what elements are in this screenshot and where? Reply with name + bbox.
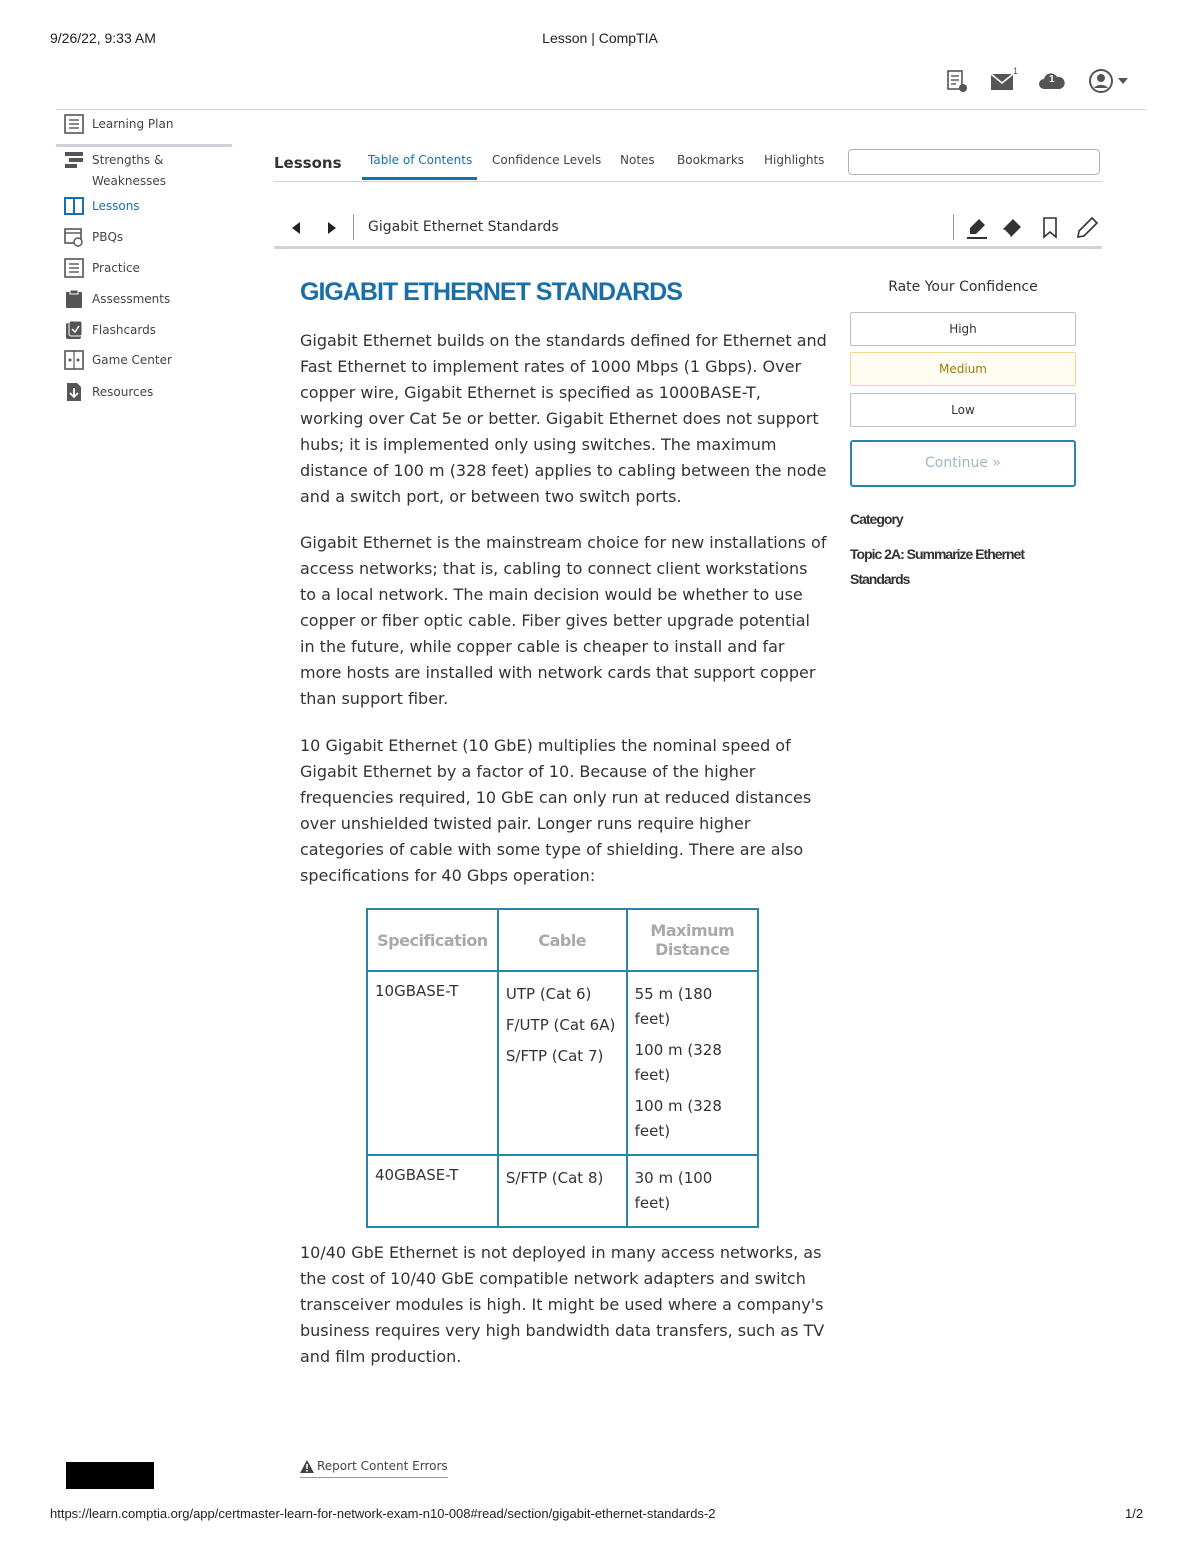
highlighter-icon[interactable] xyxy=(965,216,989,245)
distance-value: 30 m (100 feet) xyxy=(634,1169,713,1212)
table-cell-cable xyxy=(498,1155,627,1227)
tab-confidence-levels[interactable]: Confidence Levels xyxy=(492,153,602,167)
table-cell-cable xyxy=(498,971,627,1155)
book-icon xyxy=(64,196,84,216)
clipboard-icon xyxy=(64,289,84,309)
strengths-icon xyxy=(64,150,84,170)
sidebar-item-label: Flashcards xyxy=(92,323,156,337)
sidebar-divider xyxy=(56,144,232,147)
print-url: https://learn.comptia.org/app/certmaster-learn-for-network-exam-n10-008#read/section/gigabit-ethernet-standards-2 xyxy=(50,1506,716,1521)
sidebar-item-pbqs[interactable] xyxy=(56,227,123,248)
next-arrow-icon[interactable] xyxy=(326,220,338,241)
report-errors-label: Report Content Errors xyxy=(317,1459,448,1473)
table-header-max-distance: Maximum Distance xyxy=(627,909,758,971)
article-title: GIGABIT ETHERNET STANDARDS xyxy=(300,278,682,306)
sidebar-item-label: Learning Plan xyxy=(92,117,174,131)
tab-notes[interactable]: Notes xyxy=(620,153,655,167)
tabs-divider xyxy=(274,181,1102,182)
sidebar-item-game-center[interactable] xyxy=(56,350,172,371)
table-cell-distance xyxy=(627,971,758,1155)
pencil-icon[interactable] xyxy=(1075,216,1099,245)
learning-plan-icon xyxy=(64,114,84,134)
table-header-cable: Cable xyxy=(498,909,627,971)
sidebar-item-label: Practice xyxy=(92,261,140,275)
sidebar-item-label: Resources xyxy=(92,385,154,399)
rate-confidence-title: Rate Your Confidence xyxy=(888,279,1038,295)
user-menu-icon[interactable] xyxy=(1088,68,1130,94)
table-cell-spec: 10GBASE-T xyxy=(367,971,498,1155)
confidence-low-button[interactable]: Low xyxy=(850,393,1076,427)
sidebar-item-label: PBQs xyxy=(92,230,124,244)
redaction-block xyxy=(66,1462,154,1489)
mail-badge: 1 xyxy=(1012,66,1018,76)
spec-table xyxy=(366,908,759,1228)
download-doc-icon xyxy=(64,382,84,402)
article-paragraph-3: 10 Gigabit Ethernet (10 GbE) multiplies the nominal speed of Gigabit Ethernet by a factor of 10. Because of the higher frequencies required, 10 GbE can only run at reduced distances over unshielded twisted pair. Longer runs require higher categories of cable with some type of shielding. There are also specifications for 40 Gbps operation: xyxy=(300,736,812,885)
sidebar-item-flashcards[interactable] xyxy=(56,320,156,341)
print-date: 9/26/22, 9:33 AM xyxy=(50,30,156,46)
sidebar-item-learning-plan[interactable] xyxy=(56,114,173,135)
bookmark-icon[interactable] xyxy=(1040,216,1060,245)
top-toolbar xyxy=(946,68,1130,94)
sidebar-item-strengths[interactable] xyxy=(56,150,166,192)
warning-icon xyxy=(300,1460,314,1473)
tab-bookmarks[interactable]: Bookmarks xyxy=(677,153,745,167)
top-divider xyxy=(56,109,1146,110)
table-row xyxy=(367,1155,758,1227)
sidebar-item-resources[interactable] xyxy=(56,382,153,403)
cable-value: S/FTP (Cat 8) xyxy=(505,1169,604,1187)
table-header-specification: Specification xyxy=(367,909,498,971)
game-icon xyxy=(64,350,84,370)
table-cell-spec: 40GBASE-T xyxy=(367,1155,498,1227)
continue-button[interactable]: Continue » xyxy=(850,440,1076,487)
cloud-badge: 1 xyxy=(1049,74,1055,85)
sidebar-item-label: Game Center xyxy=(92,353,172,367)
confidence-high-button[interactable]: High xyxy=(850,312,1076,346)
cable-value: S/FTP (Cat 7) xyxy=(505,1047,604,1065)
print-page-number: 1/2 xyxy=(1125,1506,1144,1521)
sidebar-item-practice[interactable] xyxy=(56,258,140,279)
practice-icon xyxy=(64,258,84,278)
prev-arrow-icon[interactable] xyxy=(290,220,302,241)
cable-value: F/UTP (Cat 6A) xyxy=(505,1016,616,1034)
section-title: Lessons xyxy=(274,154,342,172)
tab-highlights[interactable]: Highlights xyxy=(764,153,825,167)
distance-value: 55 m (180 feet) xyxy=(634,985,713,1028)
article-paragraph-1: Gigabit Ethernet builds on the standards defined for Ethernet and Fast Ethernet to implement rates of 1000 Mbps (1 Gbps). Over copper wire, Gigabit Ethernet is specified as 1000BASE-T, working over Cat 5e or better. Gigabit Ethernet does not support hubs; it is implemented only using switches. The maximum distance of 100 m (328 feet) applies to cabling between the node and a switch port, or between two switch ports. xyxy=(300,331,827,506)
breadcrumb: Gigabit Ethernet Standards xyxy=(368,219,559,235)
print-title: Lesson | CompTIA xyxy=(542,30,658,46)
search-input[interactable] xyxy=(848,149,1100,175)
report-errors-link[interactable] xyxy=(300,1459,448,1478)
table-header-row xyxy=(367,909,758,971)
category-topic-link[interactable]: Topic 2A: Summarize Ethernet Standards xyxy=(850,546,1025,587)
sidebar-item-label: Assessments xyxy=(92,292,171,306)
report-icon[interactable] xyxy=(946,69,968,93)
category-label: Category xyxy=(850,511,903,527)
nav-separator xyxy=(353,214,354,240)
article-paragraph-2: Gigabit Ethernet is the mainstream choice for new installations of access networks; that is, cabling to connect client workstations to a local network. The main decision would be whether to use copper or fiber optic cable. Fiber gives better upgrade potential in the future, while copper cable is cheaper to install and far more hosts are installed with network cards that support copper than support fiber. xyxy=(300,533,827,708)
sidebar-item-label: Strengths & xyxy=(92,153,164,167)
cloud-icon[interactable] xyxy=(1038,71,1066,91)
table-row xyxy=(367,971,758,1155)
distance-value: 100 m (328 feet) xyxy=(634,1041,722,1084)
mail-icon[interactable] xyxy=(990,66,1018,92)
tools-separator xyxy=(953,214,954,240)
article-paragraph-4: 10/40 GbE Ethernet is not deployed in many access networks, as the cost of 10/40 GbE compatible network adapters and switch transceiver modules is high. It might be used where a company's business requires very high bandwidth data transfers, such as TV and film production. xyxy=(300,1243,825,1366)
confidence-medium-button[interactable]: Medium xyxy=(850,352,1076,386)
active-tab-indicator xyxy=(362,177,477,180)
sidebar-item-lessons[interactable] xyxy=(56,196,140,217)
cable-value: UTP (Cat 6) xyxy=(505,985,592,1003)
sidebar-item-label-2: Weaknesses xyxy=(92,174,166,188)
sidebar-item-assessments[interactable] xyxy=(56,289,170,310)
table-cell-distance xyxy=(627,1155,758,1227)
flashcards-icon xyxy=(64,320,84,340)
eraser-icon[interactable] xyxy=(1000,216,1024,245)
nav-divider xyxy=(274,246,1102,249)
tab-table-of-contents[interactable]: Table of Contents xyxy=(368,153,473,167)
distance-value: 100 m (328 feet) xyxy=(634,1097,722,1140)
sidebar-item-label: Lessons xyxy=(92,199,140,213)
pbq-icon xyxy=(64,227,84,247)
